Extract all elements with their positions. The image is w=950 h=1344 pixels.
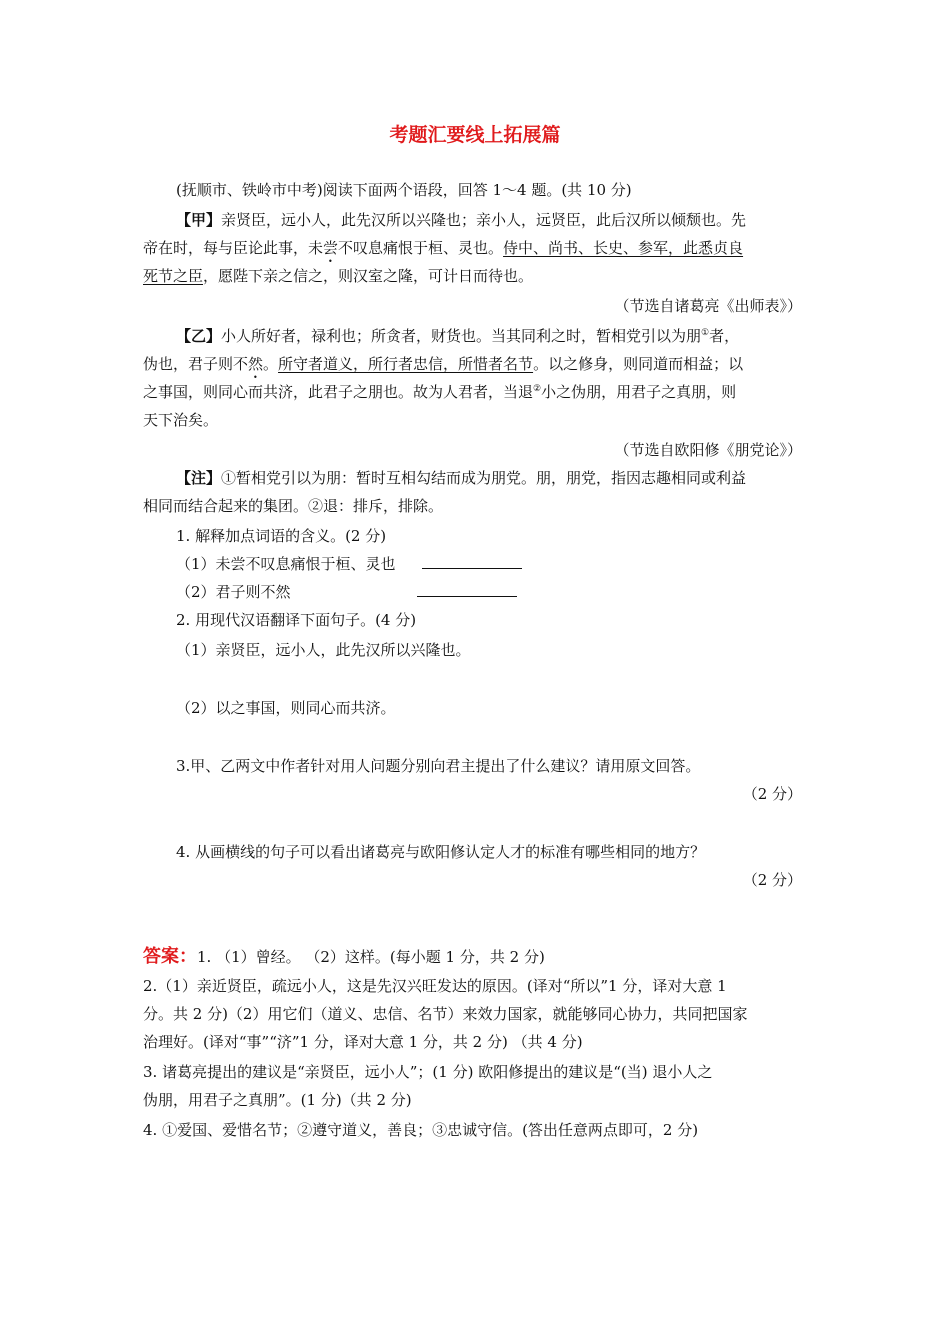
jia-label: 【甲】 — [176, 211, 222, 229]
yi-line-1: 【乙】小人所好者，禄利也；所贪者，财货也。当其同利之时，暂相党引以为朋①者， — [176, 327, 740, 345]
note-label: 【注】 — [176, 469, 222, 487]
answer-3-line-2: 伪朋，用君子之真朋”。(1 分)（共 2 分) — [143, 1091, 412, 1109]
answer-4: 4. ①爱国、爱惜名节；②遵守道义，善良；③忠诚守信。(答出任意两点即可，2 分) — [143, 1121, 699, 1139]
footnote-marker-1: ① — [701, 328, 710, 338]
answer-label: 答案： — [143, 946, 197, 967]
answer-2-line-1: 2.（1）亲近贤臣，疏远小人，这是先汉兴旺发达的原因。(译对“所以”1 分，译对大意 1 — [143, 977, 727, 995]
question-2-item-1: （1）亲贤臣，远小人，此先汉所以兴隆也。 — [176, 641, 471, 659]
jia-source: （节选自诸葛亮《出师表》） — [614, 297, 802, 315]
question-1: 1. 解释加点词语的含义。(2 分) — [176, 527, 387, 545]
note-line-2: 相同而结合起来的集团。②退：排斥，排除。 — [143, 497, 444, 515]
answer-blank[interactable] — [417, 582, 517, 597]
answer-2-line-2: 分。共 2 分)（2）用它们（道义、忠信、名节）来效力国家，就能够同心协力，共同把国家 — [143, 1005, 748, 1023]
yi-label: 【乙】 — [176, 327, 222, 345]
jia-line-2: 帝在时，每与臣论此事，未尝不叹息痛恨于桓、灵也。侍中、尚书、长史、参军，此悉贞良 — [143, 239, 744, 257]
question-1-item-1: （1）未尝不叹息痛恨于桓、灵也 — [176, 554, 522, 574]
question-4-score: （2 分） — [742, 871, 802, 889]
question-2: 2. 用现代汉语翻译下面句子。(4 分) — [176, 611, 417, 629]
answer-3-line-1: 3. 诸葛亮提出的建议是“亲贤臣，远小人”；(1 分) 欧阳修提出的建议是“(当) 退小人之 — [143, 1063, 713, 1081]
underlined-sentence-cont: 死节之臣 — [143, 267, 204, 285]
question-4: 4. 从画横线的句子可以看出诸葛亮与欧阳修认定人才的标准有哪些相同的地方？ — [176, 843, 706, 861]
question-1-item-2: （2）君子则不然 — [176, 582, 517, 602]
page-title: 考题汇要线上拓展篇 — [389, 124, 561, 146]
underlined-sentence: 所守者道义，所行者忠信，所惜者名节 — [278, 355, 534, 373]
answer-blank[interactable] — [422, 554, 522, 569]
note-line-1: 【注】①暂相党引以为朋：暂时互相勾结而成为朋党。朋，朋党，指因志趣相同或利益 — [176, 469, 747, 487]
emphasized-char: 然 — [248, 355, 264, 373]
yi-line-2: 伪也，君子则不然。所守者道义，所行者忠信，所惜者名节。以之修身，则同道而相益；以 — [143, 355, 744, 373]
answer-2-line-3: 治理好。(译对“事”“济”1 分，译对大意 1 分，共 2 分) （共 4 分) — [143, 1033, 583, 1051]
question-2-item-2: （2）以之事国，则同心而共济。 — [176, 699, 396, 717]
intro-text: (抚顺市、铁岭市中考)阅读下面两个语段，回答 1～4 题。(共 10 分) — [176, 181, 632, 199]
jia-line-3: 死节之臣，愿陛下亲之信之，则汉室之隆，可计日而待也。 — [143, 267, 534, 285]
yi-source: （节选自欧阳修《朋党论》） — [614, 441, 802, 459]
yi-line-3: 之事国，则同心而共济，此君子之朋也。故为人君者，当退②小之伪朋，用君子之真朋，则 — [143, 383, 737, 401]
question-3-score: （2 分） — [742, 785, 802, 803]
underlined-sentence: 侍中、尚书、长史、参军，此悉贞良 — [503, 239, 744, 257]
answer-1: 答案：1. （1）曾经。 （2）这样。(每小题 1 分，共 2 分) — [143, 946, 545, 967]
question-3: 3.甲、乙两文中作者针对用人问题分别向君主提出了什么建议？请用原文回答。 — [176, 757, 701, 775]
emphasized-char: 尝 — [323, 239, 339, 257]
footnote-marker-2: ② — [533, 384, 542, 394]
yi-line-4: 天下治矣。 — [143, 411, 219, 429]
jia-line-1: 【甲】亲贤臣，远小人，此先汉所以兴隆也；亲小人，远贤臣，此后汉所以倾颓也。先 — [176, 211, 747, 229]
